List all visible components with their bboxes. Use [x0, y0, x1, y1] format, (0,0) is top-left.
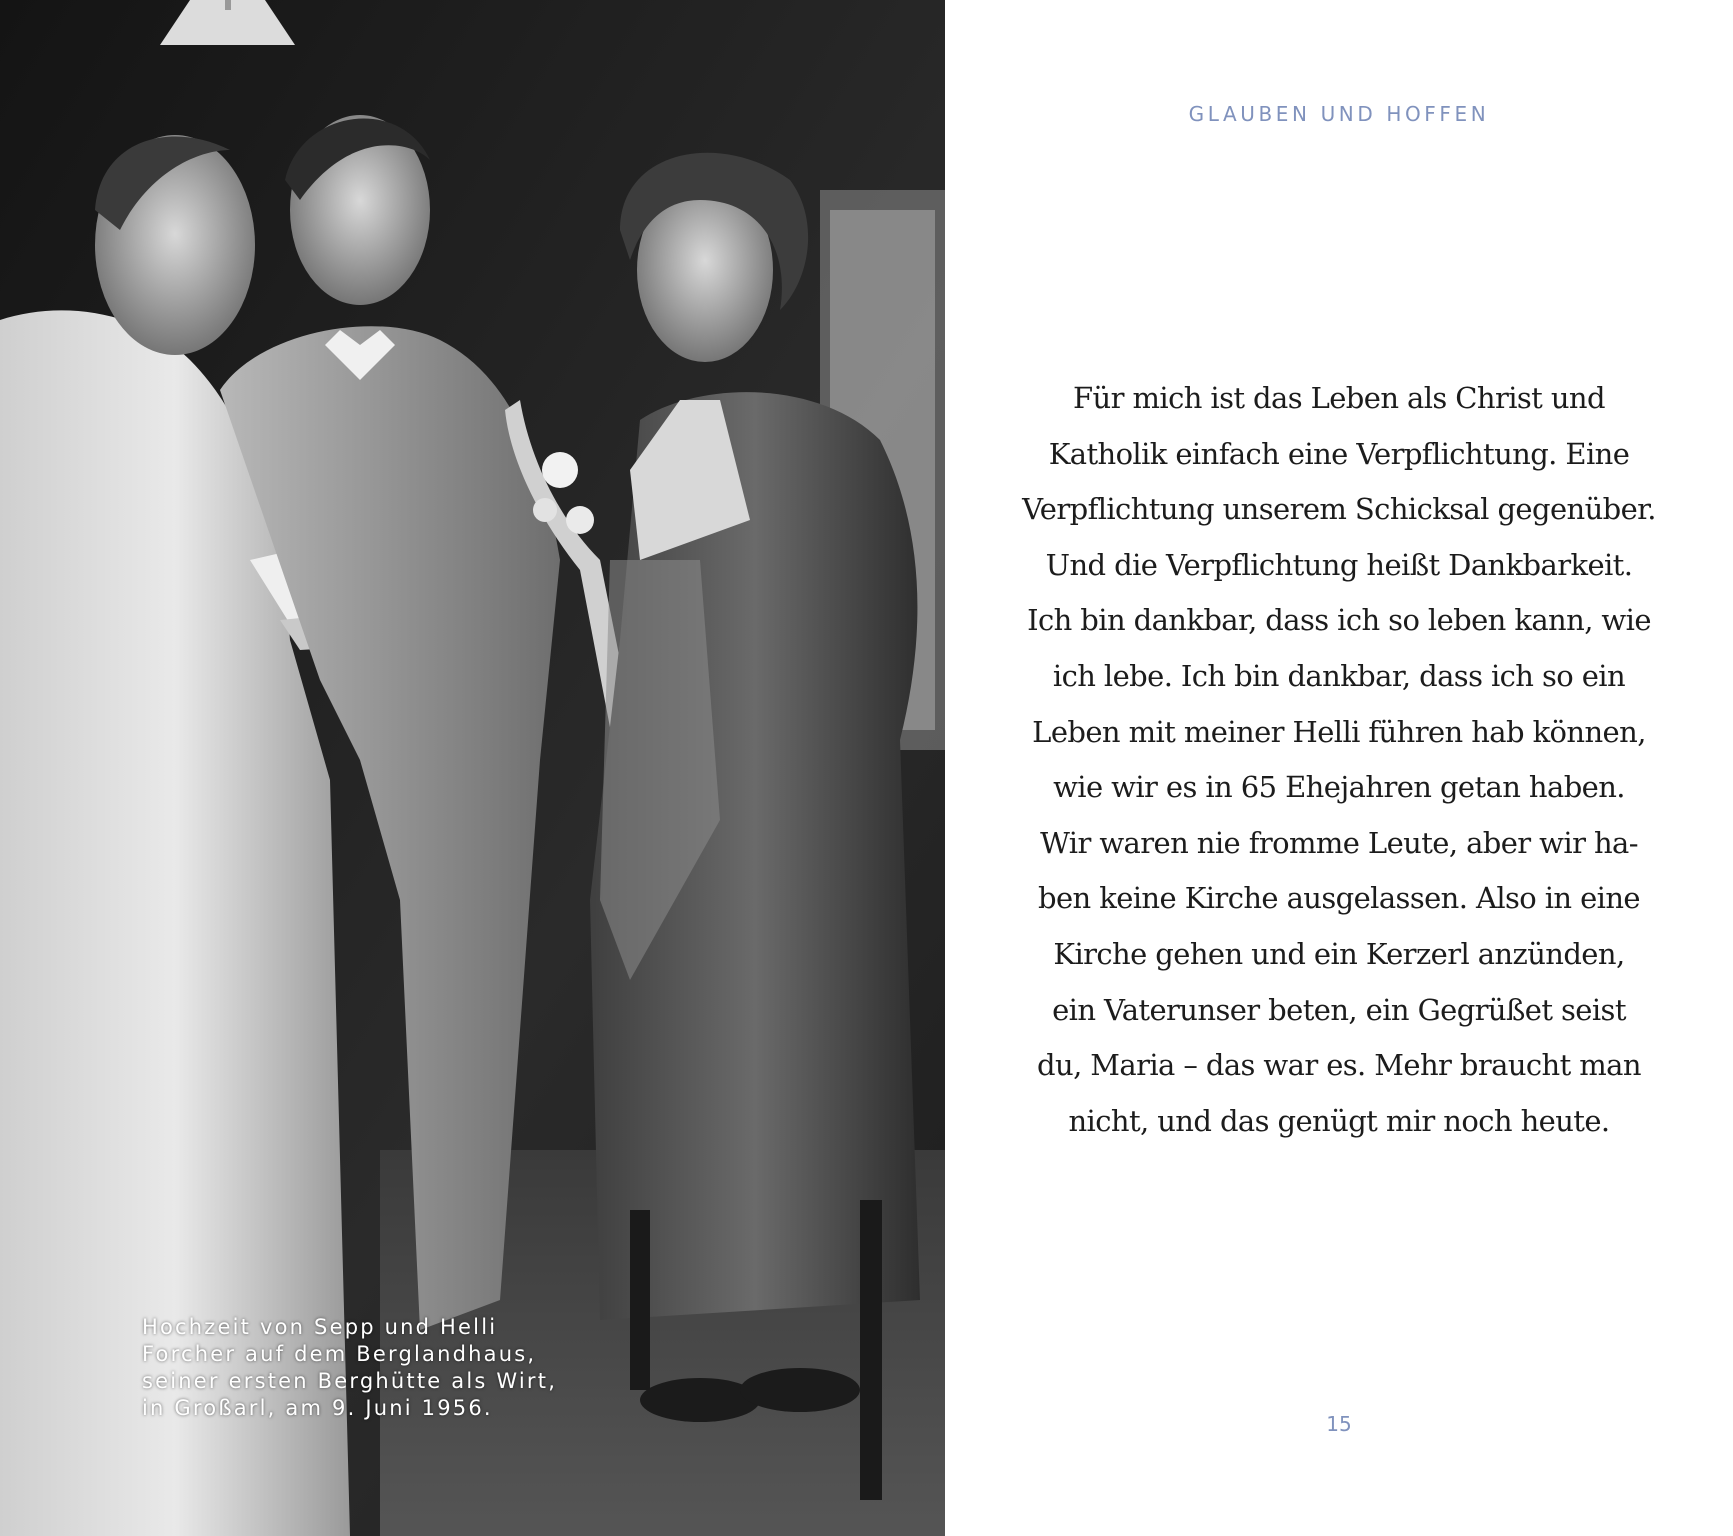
- quote-line: wie wir es in 65 Ehejahren getan haben.: [1053, 770, 1625, 805]
- caption-line: in Großarl, am 9. Juni 1956.: [142, 1396, 493, 1420]
- quote-line: Wir waren nie fromme Leute, aber wir ha-: [1040, 825, 1638, 860]
- quote-text: [945, 371, 1733, 1149]
- photo-caption: [142, 1314, 612, 1422]
- quote-line: Für mich ist das Leben als Christ und: [1073, 381, 1605, 415]
- quote-line: Verpflichtung unserem Schicksal gegenüber.: [1022, 492, 1656, 527]
- quote-line: Und die Verpflichtung heißt Dankbarkeit.: [1045, 547, 1633, 582]
- quote-line: Leben mit meiner Helli führen hab können,: [1032, 714, 1646, 749]
- page-number: 15: [1326, 1412, 1352, 1436]
- quote-line: Kirche gehen und ein Kerzerl anzünden,: [1053, 936, 1625, 971]
- caption-line: Forcher auf dem Berglandhaus,: [142, 1342, 537, 1366]
- caption-line: seiner ersten Berghütte als Wirt,: [142, 1369, 558, 1393]
- quote-line: Katholik einfach eine Verpflichtung. Eine: [1048, 436, 1630, 471]
- quote-line: Ich bin dankbar, dass ich so leben kann, wie: [1027, 603, 1651, 638]
- quote-line: ich lebe. Ich bin dankbar, dass ich so ein: [1052, 658, 1626, 693]
- chapter-title: GLAUBEN UND HOFFEN: [1188, 102, 1490, 126]
- caption-line: Hochzeit von Sepp und Helli: [142, 1315, 498, 1339]
- quote-line: nicht, und das genügt mir noch heute.: [1068, 1103, 1610, 1138]
- quote-line: ben keine Kirche ausgelassen. Also in eine: [1038, 881, 1640, 916]
- text-page: [945, 0, 1733, 1536]
- quote-line: du, Maria – das war es. Mehr braucht man: [1037, 1048, 1641, 1083]
- quote-line: ein Vaterunser beten, ein Gegrüßet seist: [1052, 992, 1626, 1027]
